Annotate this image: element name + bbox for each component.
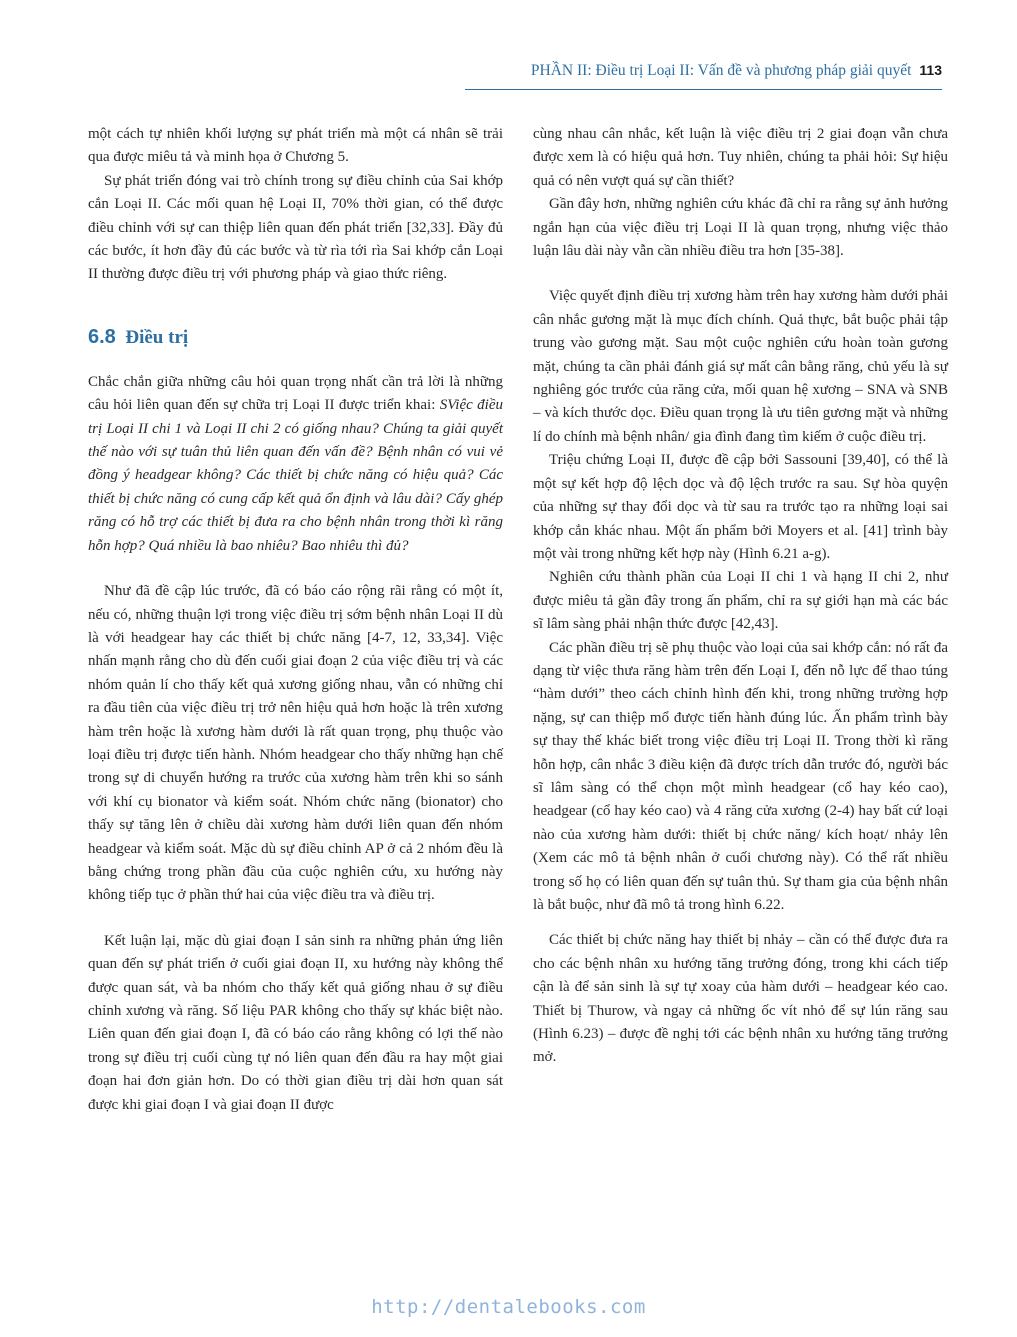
paragraph: Kết luận lại, mặc dù giai đoạn I sản sinh ra những phản ứng liên quan đến sự phát triển ở cuối giai đoạn II, xu hướng này không thể được quan sát, và ba nhóm cho thấy kết quả giống nhau ở sự điều chỉnh xương và răng. Số liệu PAR không cho thấy sự khác biệt nào. Liên quan đến giai đoạn I, đã có báo cáo rằng không có lợi thế nào trong sự điều trị cuối cùng tự nó liên quan đến đầu ra hay một giai đoạn hai đơn giản hơn. Do có thời gian điều trị dài hơn quan sát được khi giai đoạn I và giai đoạn II được (88, 932, 503, 1113)
paragraph: Như đã đề cập lúc trước, đã có báo cáo rộng rãi rằng có một ít, nếu có, những thuận lợi trong việc điều trị sớm bệnh nhân Loại II dù là với headgear hay các thiết bị chức năng [4-7, 12, 33,34]. Việc nhấn mạnh rằng cho dù đến cuối giai đoạn 2 của việc điều trị và các nhóm quản lí cho thấy kết quả xương giống nhau, vẫn có những chỉ ra đầu tiên của việc điều trị trở nên hiệu quả hơn hoặc là trên xương hàm trên hoặc là xương hàm dưới là rất quan trọng, phụ thuộc vào loại điều trị được tiến hành. Nhóm headgear cho thấy những hạn chế trong sự di chuyển hướng ra trước của xương hàm trên khi so sánh với khí cụ bionator và kiểm soát. Nhóm chức năng (bionator) cho thấy sự tăng lên ở chiều dài xương hàm dưới liên quan đến nhóm headgear và kiểm soát. Mặc dù sự điều chỉnh AP ở cả 2 nhóm đều là bằng chứng trong phần đầu của cuộc nghiên cứu, xu hướng này không tiếp tục ở phần thứ hai của việc điều tra và điều trị. (88, 583, 503, 904)
paragraph-questions: SViệc điều trị Loại II chi 1 và Loại II chi 2 có giống nhau? Chúng ta giải quyết thế nào với sự tuân thủ liên quan đến vấn đề? Bệnh nhân có vui vẻ đồng ý headgear không? Các thiết bị chức năng có hiệu quả? Các thiết bị chức năng có cung cấp kết quả ổn định và lâu dài? Cấy ghép răng có hỗ trợ các thiết bị đưa ra cho bệnh nhân trong thời kì răng hỗn hợp? Quá nhiều là bao nhiêu? Bao nhiêu thì đủ? (88, 397, 503, 554)
section-heading (88, 315, 503, 359)
paragraph-lead: Chắc chắn giữa những câu hỏi quan trọng nhất cần trả lời là những câu hỏi liên quan đến sự chữa trị Loại II được triển khai: (88, 373, 503, 414)
paragraph: Triệu chứng Loại II, được đề cập bởi Sassouni [39,40], có thể là một sự kết hợp độ lệch dọc và độ lệch trước ra sau. Sự hòa quyện của những sự thay đổi dọc và từ sau ra trước tạo ra những loại sai khớp cắn khác nhau. Một ấn phẩm bởi Moyers et al. [41] trình bày một vài trong những kết hợp này (Hình 6.21 a-g). (533, 452, 948, 562)
footer-url: http://dentalebooks.com (371, 1296, 646, 1318)
paragraph: Việc quyết định điều trị xương hàm trên hay xương hàm dưới phải cân nhắc gương mặt là mục đích chính. Quả thực, bắt buộc phải tập trung vào gương mặt. Sau một cuộc nghiên cứu hoàn toàn gương mặt, chúng ta cần phải đánh giá sự mất cân bằng răng, chủ yếu là sự nghiêng góc trước của răng cửa, mối quan hệ xương – SNA và SNB – và kích thước dọc. Điều quan trọng là ưu tiên gương mặt và những lí do chính mà bệnh nhân/ gia đình đang tìm kiếm ở cuộc điều trị. (533, 288, 948, 445)
paragraph: Nghiên cứu thành phần của Loại II chi 1 và hạng II chi 2, như được miêu tả gần đây trong ấn phẩm, chỉ ra sự giới hạn mà các bác sĩ lâm sàng phải nhận thức được [42,43]. (533, 569, 948, 633)
section-number: 6.8 (88, 325, 116, 348)
paragraph: Các phần điều trị sẽ phụ thuộc vào loại của sai khớp cắn: nó rất đa dạng từ việc thưa răng hàm trên đến Loại I, đến nỗ lực để thao túng “hàm dưới” theo cách chỉnh hình đến khi, trong những trường hợp nặng, sự can thiệp mổ được tiến hành đúng lúc. Ấn phẩm trình bày sự thay thế khác biết trong việc điều trị Loại II. Trong thời kì răng hỗn hợp, cân nhắc 3 điều kiện đã được trích dẫn trước đó, người bác sĩ lâm sàng có thể chọn một mình headgear (cổ hay kéo cao), headgear (cổ hay kéo cao) và 4 răng cửa xương (2-4) hay bất cứ loại nào của xương hàm dưới: thiết bị chức năng/ kích hoạt/ nhảy lên (Xem các mô tả bệnh nhân ở cuối chương này). Có thể rất nhiều trong số họ có liên quan đến sự tuân thủ. Sự tham gia của bệnh nhân là bắt buộc, như đã mô tả trong hình 6.22. (533, 639, 948, 913)
paragraph (88, 371, 503, 558)
page-number: 113 (919, 62, 942, 78)
left-column (88, 123, 503, 1117)
section-title: Điều trị (125, 326, 189, 348)
paragraph: Gần đây hơn, những nghiên cứu khác đã chỉ ra rằng sự ảnh hưởng ngắn hạn của việc điều trị Loại II là quan trọng, nhưng việc thảo luận lâu dài này vẫn cần nhiều điều tra hơn [35-38]. (533, 196, 948, 260)
paragraph: Các thiết bị chức năng hay thiết bị nhảy – cần có thể được đưa ra cho các bệnh nhân xu hướng tăng trưởng đóng, trong khi cách tiếp cận là để sản sinh là sự tự xoay của hàm dưới – headgear kéo cao. Thiết bị Thurow, và ngay cả những ốc vít nhỏ để sự lún răng sau (Hình 6.23) – được đề nghị tới các bệnh nhân xu hướng tăng trưởng mở. (533, 932, 948, 1066)
paragraph: một cách tự nhiên khối lượng sự phát triển mà một cá nhân sẽ trải qua được miêu tả và minh họa ở Chương 5. (88, 126, 503, 166)
header-title: PHẦN II: Điều trị Loại II: Vấn đề và phương pháp giải quyết (530, 62, 912, 79)
paragraph: Sự phát triển đóng vai trò chính trong sự điều chỉnh của Sai khớp cắn Loại II. Các mối quan hệ Loại II, 70% thời gian, có thể được điều chỉnh với sự can thiệp liên quan đến phát triển [32,33]. Đầy đủ các bước, ít hơn đầy đủ các bước và từ rìa tới rìa Sai khớp cắn Loại II thường được điều trị với phương pháp và giao thức riêng. (88, 172, 503, 283)
running-header (88, 62, 942, 80)
right-column (533, 123, 948, 1070)
header-rule (465, 89, 942, 90)
paragraph: cùng nhau cân nhắc, kết luận là việc điều trị 2 giai đoạn vẫn chưa được xem là có hiệu quả hơn. Tuy nhiên, chúng ta phải hỏi: Sự hiệu quả có nên vượt quá sự cần thiết? (533, 126, 948, 189)
